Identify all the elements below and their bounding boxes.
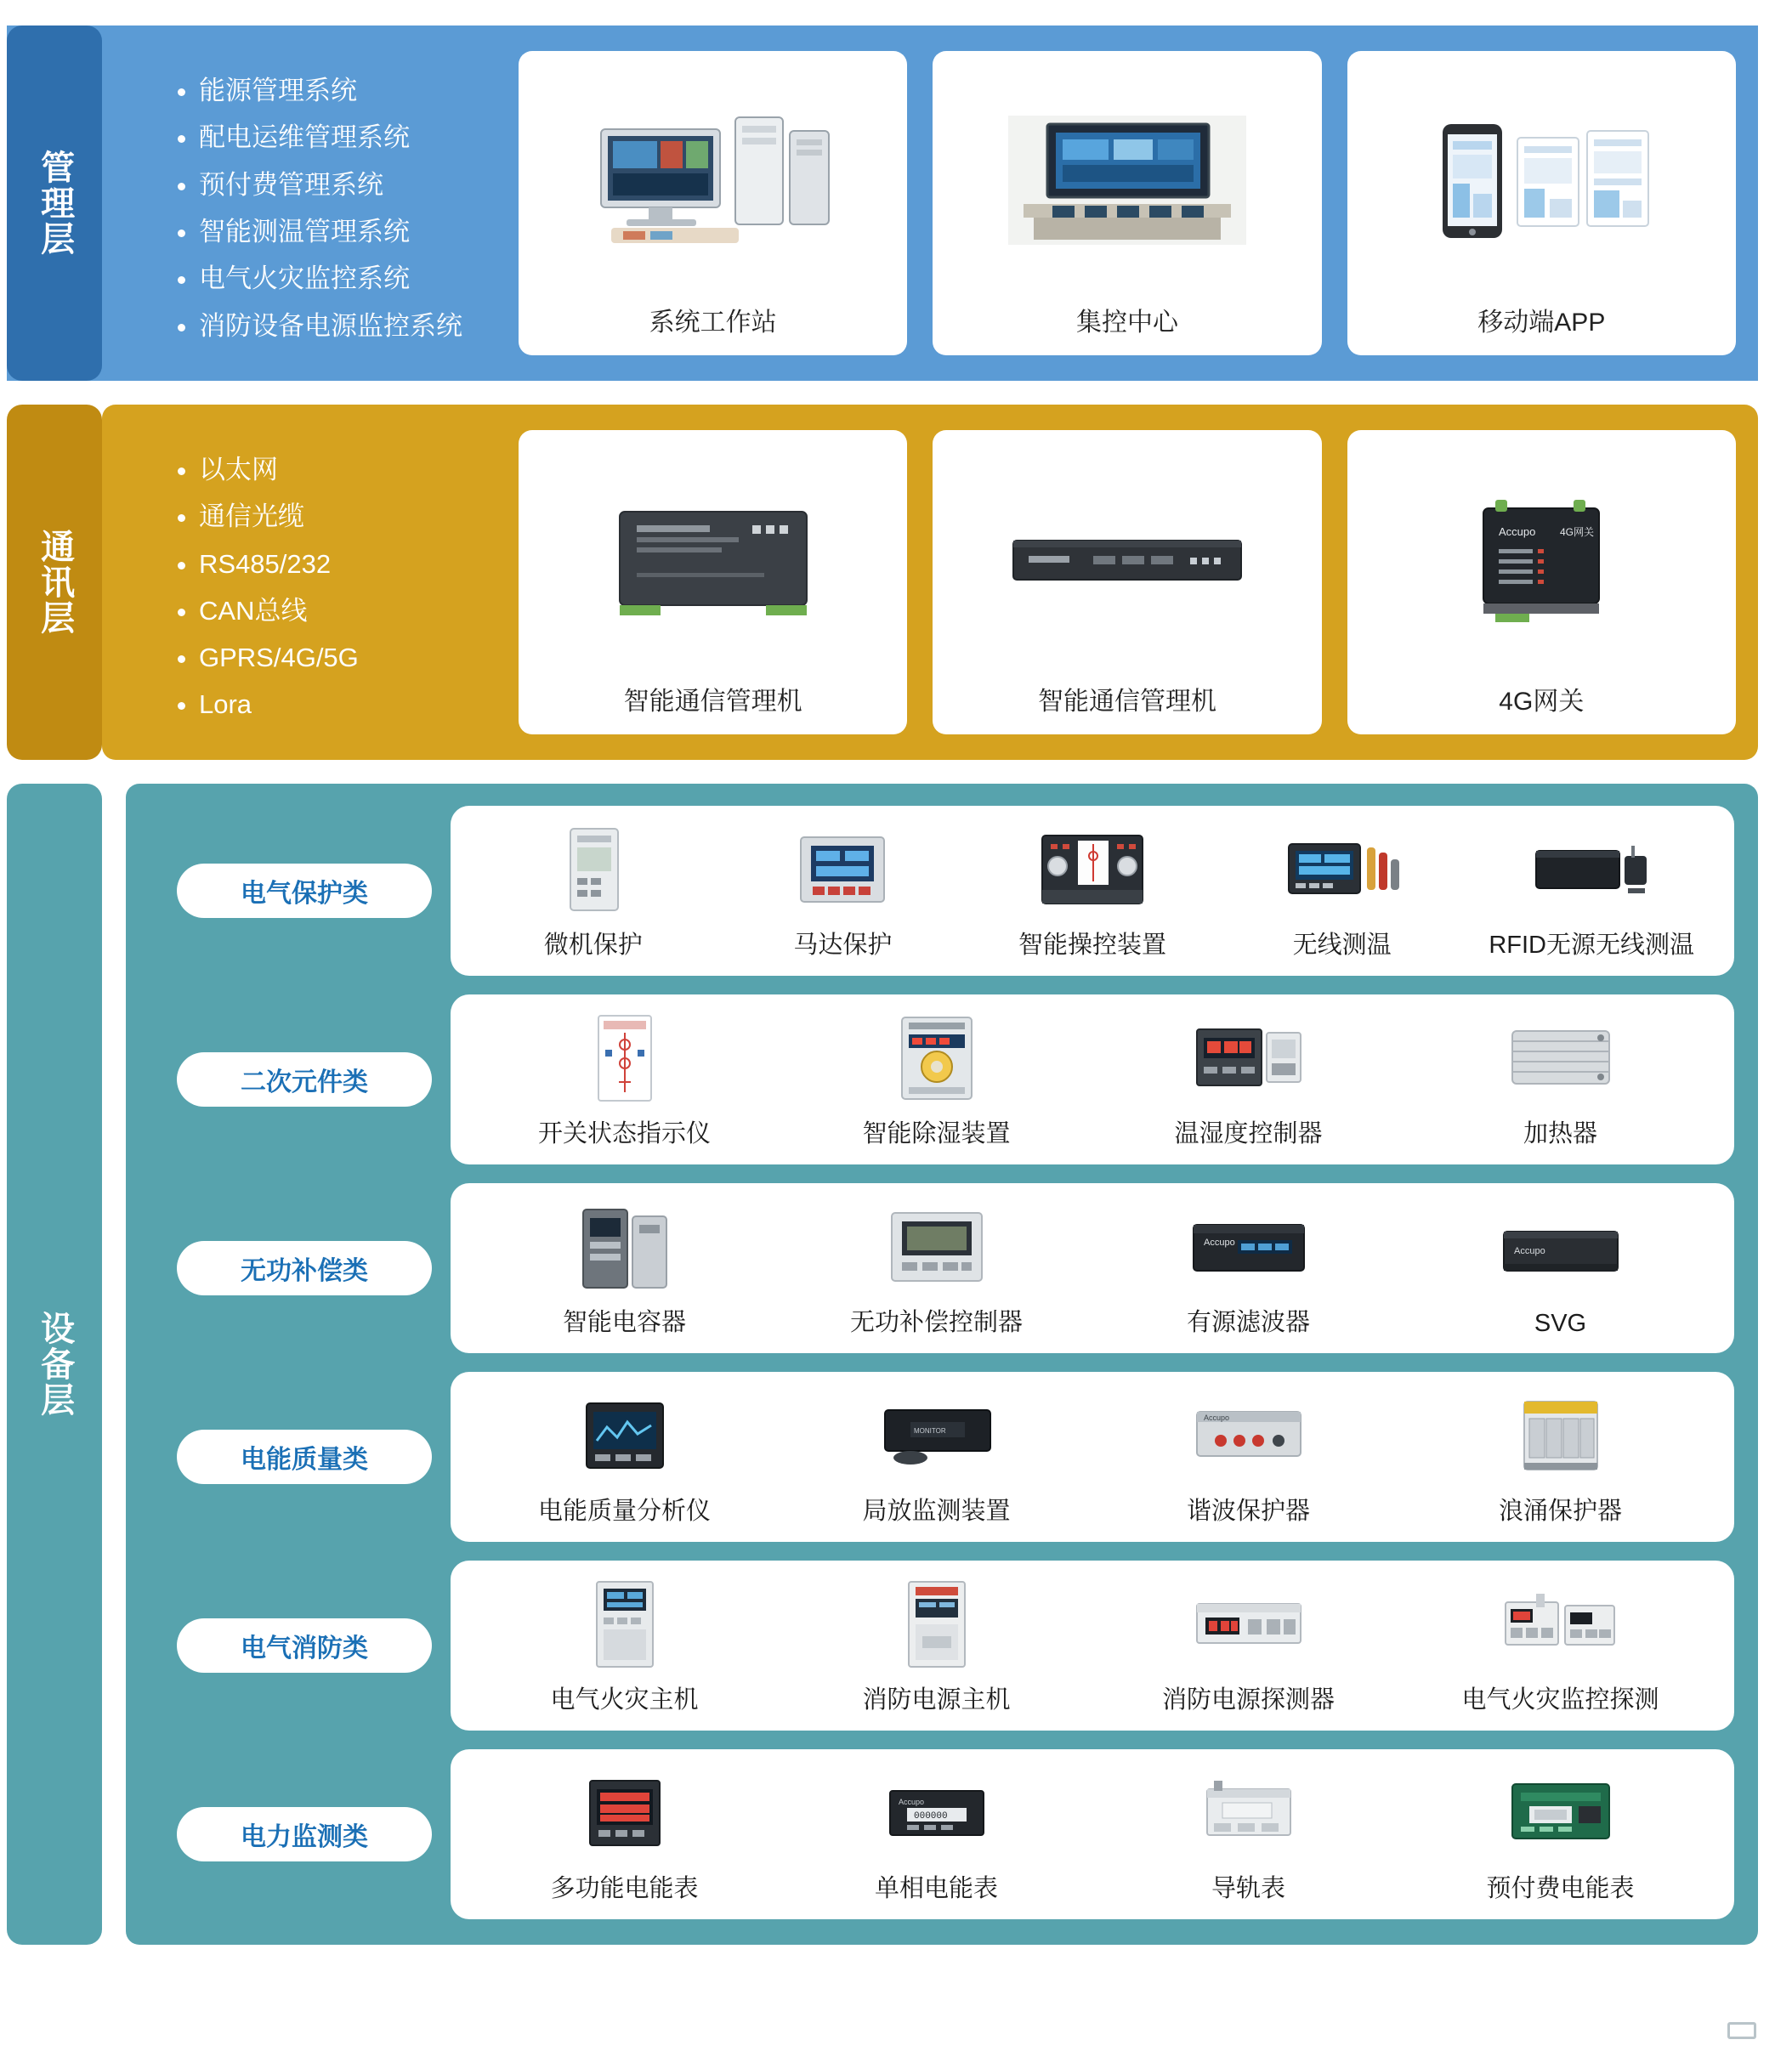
device-caption: 导轨表 xyxy=(1211,1874,1285,1902)
device-item-harmonic-protector xyxy=(1097,1385,1400,1527)
surge-protector-icon xyxy=(1409,1385,1712,1487)
device-item-partial-discharge-monitor xyxy=(785,1385,1088,1527)
device-caption: 谐波保护器 xyxy=(1186,1497,1310,1525)
management-layer-tab xyxy=(7,25,102,381)
list-item: • Lora xyxy=(199,682,510,727)
device-caption: 单相电能表 xyxy=(874,1874,998,1902)
device-panel-monitoring xyxy=(451,1749,1734,1919)
communication-bullet-list xyxy=(111,427,519,738)
device-layer-tab-label: 设备层 xyxy=(36,1310,74,1418)
comm-manager-box-icon xyxy=(529,445,897,675)
list-item: • RS485/232 xyxy=(199,541,510,586)
category-pill-fire[interactable] xyxy=(177,1618,432,1673)
card-system-workstation xyxy=(519,51,907,355)
device-item-power-quality-analyzer xyxy=(473,1385,776,1527)
device-caption: 无线测温 xyxy=(1292,931,1392,959)
device-caption: RFID无源无线测温 xyxy=(1489,931,1694,959)
list-item: • 通信光缆 xyxy=(199,494,510,539)
list-item: • 电气火灾监控系统 xyxy=(199,256,510,301)
list-item: • 能源管理系统 xyxy=(199,68,510,113)
card-caption: 智能通信管理机 xyxy=(623,687,802,716)
device-category-row-secondary xyxy=(138,994,1734,1164)
heater-icon xyxy=(1409,1008,1712,1109)
category-label: 电气消防类 xyxy=(241,1634,368,1663)
category-label: 电能质量类 xyxy=(241,1445,368,1474)
card-caption: 4G网关 xyxy=(1499,687,1585,716)
device-item-surge-protector xyxy=(1409,1385,1712,1527)
category-pill-secondary[interactable] xyxy=(177,1052,432,1107)
device-panel-reactive xyxy=(451,1183,1734,1353)
device-caption: 电能质量分析仪 xyxy=(537,1497,711,1525)
device-panel-power-quality xyxy=(451,1372,1734,1542)
device-caption: 电气火灾监控探测 xyxy=(1461,1686,1659,1714)
device-caption: 智能除湿装置 xyxy=(862,1119,1011,1147)
device-caption: 开关状态指示仪 xyxy=(537,1119,711,1147)
card-caption: 集控中心 xyxy=(1075,308,1178,337)
temp-humidity-controller-icon xyxy=(1097,1008,1400,1109)
card-caption: 移动端APP xyxy=(1477,308,1606,337)
switch-status-indicator-icon xyxy=(473,1008,776,1109)
device-caption: 局放监测装置 xyxy=(862,1497,1011,1525)
device-caption: 马达保护 xyxy=(793,931,893,959)
prepaid-meter-icon xyxy=(1409,1763,1712,1864)
device-item-rfid-temp xyxy=(1471,819,1712,960)
svg-text:Accupo: Accupo xyxy=(1499,524,1536,538)
device-item-smart-capacitor xyxy=(473,1197,776,1338)
svg-text:4G网关: 4G网关 xyxy=(1560,525,1595,538)
device-item-dehumidifier xyxy=(785,1008,1088,1149)
management-layer xyxy=(7,25,1758,381)
device-item-prepaid-meter xyxy=(1409,1763,1712,1904)
relay-protection-icon xyxy=(473,819,714,921)
fire-power-detector-icon xyxy=(1097,1574,1400,1675)
device-item-wireless-temp xyxy=(1222,819,1463,960)
device-caption: 无功补偿控制器 xyxy=(849,1308,1023,1336)
device-item-heater xyxy=(1409,1008,1712,1149)
card-comm-manager-1 xyxy=(519,430,907,734)
gateway-4g-icon xyxy=(1358,445,1726,675)
device-caption: 消防电源主机 xyxy=(862,1686,1011,1714)
device-caption: 消防电源探测器 xyxy=(1161,1686,1335,1714)
category-label: 二次元件类 xyxy=(241,1068,368,1096)
category-pill-power-quality[interactable] xyxy=(177,1430,432,1484)
category-label: 电气保护类 xyxy=(241,879,368,908)
device-item-switch-status-indicator xyxy=(473,1008,776,1149)
device-category-row-reactive xyxy=(138,1183,1734,1353)
communication-layer-tab-label: 通讯层 xyxy=(36,528,74,636)
device-item-fire-power-host xyxy=(785,1574,1088,1715)
power-quality-analyzer-icon xyxy=(473,1385,776,1487)
device-panel-protection xyxy=(451,806,1734,976)
fire-power-host-icon xyxy=(785,1574,1088,1675)
list-item: • 智能测温管理系统 xyxy=(199,209,510,254)
management-cards xyxy=(519,48,1736,359)
active-filter-icon xyxy=(1097,1197,1400,1298)
device-caption: 电气火灾主机 xyxy=(550,1686,699,1714)
svg-text:Accupo: Accupo xyxy=(1203,1414,1229,1423)
category-pill-protection[interactable] xyxy=(177,864,432,918)
device-caption: 微机保护 xyxy=(543,931,643,959)
management-layer-tab-label: 管理层 xyxy=(36,149,74,257)
device-item-single-phase-meter xyxy=(785,1763,1088,1904)
device-caption: 多功能电能表 xyxy=(550,1874,699,1902)
device-layer xyxy=(7,784,1758,1945)
device-item-multifunction-meter xyxy=(473,1763,776,1904)
device-item-svg xyxy=(1409,1197,1712,1338)
device-caption: 智能操控装置 xyxy=(1018,931,1166,959)
device-caption: 温湿度控制器 xyxy=(1174,1119,1323,1147)
partial-discharge-monitor-icon xyxy=(785,1385,1088,1487)
device-panel-fire xyxy=(451,1561,1734,1731)
control-device-icon xyxy=(972,819,1213,921)
svg-text:Accupo: Accupo xyxy=(1513,1246,1545,1257)
list-item: • 配电运维管理系统 xyxy=(199,115,510,160)
dehumidifier-icon xyxy=(785,1008,1088,1109)
category-label: 电力监测类 xyxy=(241,1822,368,1851)
control-room-icon xyxy=(943,66,1311,296)
card-caption: 智能通信管理机 xyxy=(1037,687,1216,716)
single-phase-meter-icon xyxy=(785,1763,1088,1864)
device-caption: 加热器 xyxy=(1523,1119,1597,1147)
device-caption: 有源滤波器 xyxy=(1186,1308,1310,1336)
device-category-row-protection xyxy=(138,806,1734,976)
device-panel-secondary xyxy=(451,994,1734,1164)
list-item: • 消防设备电源监控系统 xyxy=(199,303,510,348)
device-caption: 智能电容器 xyxy=(562,1308,686,1336)
svg-text:000000: 000000 xyxy=(913,1811,948,1822)
electrical-fire-host-icon xyxy=(473,1574,776,1675)
communication-layer xyxy=(7,405,1758,760)
rack-comm-manager-icon xyxy=(943,445,1311,675)
communication-layer-tab xyxy=(7,405,102,760)
category-label: 无功补偿类 xyxy=(241,1256,368,1285)
device-item-fire-power-detector xyxy=(1097,1574,1400,1715)
device-item-control-device xyxy=(972,819,1213,960)
electrical-fire-detector-icon xyxy=(1409,1574,1712,1675)
list-item: • GPRS/4G/5G xyxy=(199,635,510,680)
wireless-temp-icon xyxy=(1222,819,1463,921)
din-rail-meter-icon xyxy=(1097,1763,1400,1864)
motor-protection-icon xyxy=(723,819,964,921)
card-comm-manager-2 xyxy=(933,430,1321,734)
device-caption: 浪涌保护器 xyxy=(1498,1497,1622,1525)
multifunction-meter-icon xyxy=(473,1763,776,1864)
device-layer-tab xyxy=(7,784,102,1945)
device-layer-body xyxy=(126,784,1758,1945)
category-pill-monitoring[interactable] xyxy=(177,1807,432,1861)
device-item-reactive-controller xyxy=(785,1197,1088,1338)
device-item-temp-humidity-controller xyxy=(1097,1008,1400,1149)
device-layer-dashed-divider xyxy=(102,784,126,1945)
smartphone-icon xyxy=(1358,66,1726,296)
device-item-electrical-fire-detector xyxy=(1409,1574,1712,1715)
list-item: • 以太网 xyxy=(199,447,510,492)
device-caption: SVG xyxy=(1534,1309,1587,1337)
management-bullet-list xyxy=(111,48,519,359)
card-4g-gateway xyxy=(1347,430,1736,734)
card-control-center xyxy=(933,51,1321,355)
svg-text:Accupo: Accupo xyxy=(1203,1238,1235,1249)
list-item: • 预付费管理系统 xyxy=(199,162,510,207)
reactive-power-controller-icon xyxy=(785,1197,1088,1298)
device-item-electrical-fire-host xyxy=(473,1574,776,1715)
device-item-motor-protection xyxy=(723,819,964,960)
list-item: • CAN总线 xyxy=(199,588,510,633)
card-caption: 系统工作站 xyxy=(649,308,777,337)
svg-text:MONITOR: MONITOR xyxy=(913,1427,946,1436)
device-category-row-monitoring xyxy=(138,1749,1734,1919)
device-category-row-fire xyxy=(138,1561,1734,1731)
category-pill-reactive[interactable] xyxy=(177,1241,432,1295)
smart-capacitor-icon xyxy=(473,1197,776,1298)
communication-cards xyxy=(519,427,1736,738)
svg-text:Accupo: Accupo xyxy=(898,1798,924,1807)
communication-layer-body xyxy=(102,405,1758,760)
device-category-row-power-quality xyxy=(138,1372,1734,1542)
device-item-active-filter xyxy=(1097,1197,1400,1338)
card-mobile-app xyxy=(1347,51,1736,355)
management-layer-body xyxy=(102,25,1758,381)
harmonic-protector-icon xyxy=(1097,1385,1400,1487)
device-item-relay-protection xyxy=(473,819,714,960)
corner-watermark xyxy=(1727,2022,1756,2039)
svg-device-icon xyxy=(1409,1197,1712,1305)
device-item-din-rail-meter xyxy=(1097,1763,1400,1904)
device-caption: 预付费电能表 xyxy=(1486,1874,1635,1902)
desktop-computer-icon xyxy=(529,66,897,296)
rfid-temp-icon xyxy=(1471,819,1712,921)
